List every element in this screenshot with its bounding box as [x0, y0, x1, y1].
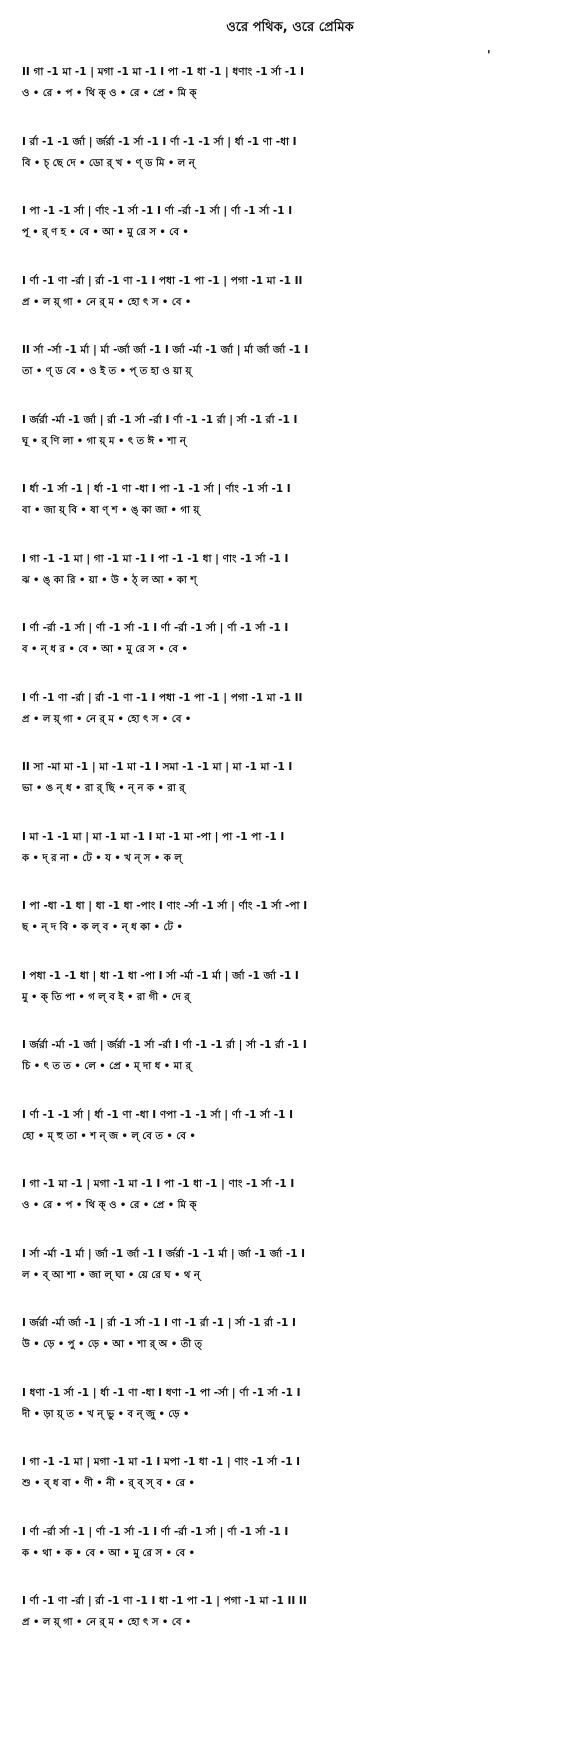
lyric-line: ও • রে • প • থি ক্ ও • রে • প্রে • মি ক্ [22, 88, 197, 99]
notation-line: I র্ণা -র্রা র্সা -1 | র্ণা -1 র্সা -1 I র্ণা -র্রা -1 র্সা | র্ণা -1 র্সা -1 I [22, 1525, 289, 1538]
notation-stanza [22, 896, 562, 966]
lyric-line: উ • ড়ে • পু • ড়ে • আ • শা র্ অ • তী ত্ [22, 1339, 203, 1350]
notation-stanza [22, 1591, 562, 1661]
notation-stanza [22, 340, 562, 410]
lyric-line: ঝ • ঙ্ কা রি • য়া • উ • ঠ্ ল আ • কা শ্ [22, 574, 197, 586]
notation-line: I গা -1 মা -1 | মগা -1 মা -1 I পা -1 ধা -1 | ণাং -1 র্সা -1 I [22, 1178, 295, 1190]
notation-stanza [22, 479, 562, 549]
lyric-line: বা • জা য়্ বি • ষা ণ্ শ • ঙ্ কা জা • গা য়্ [22, 505, 200, 516]
notation-line: I র্ণা -1 ণা -র্রা | র্রা -1 ণা -1 I পধা -1 পা -1 | পগা -1 মা -1 II [22, 274, 303, 287]
notation-stanza [22, 1105, 562, 1175]
lyric-line: মু • ক্ তি পা • গ ল্ ব ই • রা গী • দে র্ [22, 991, 190, 1003]
notation-line: I র্ণা -1 -1 র্সা | র্ধা -1 ণা -ধা I ণপা -1 -1 র্সা | র্ণা -1 র্সা -1 I [22, 1108, 294, 1121]
notation-line: I পা -ধা -1 ধা | ধা -1 ধা -পাং I ণাং -র্সা -1 র্সা | র্ণাং -1 র্সা -পা I [22, 900, 308, 912]
lyric-line: চি • ৎ ত ত • লে • প্রে • ম্ দা ধ • মা র্ [22, 1061, 192, 1072]
song-title: ওরে পথিক, ওরে প্রেমিক [226, 20, 354, 35]
notation-line: I র্ণা -র্রা -1 র্সা | র্ণা -1 র্সা -1 I র্ণা -র্রা -1 র্সা | র্ণা -1 র্সা -1 I [22, 622, 289, 634]
notation-stanza [22, 132, 562, 202]
lyric-line: ব • ন্ ধ র • বে • আ • মু রে স • বে • [22, 644, 188, 655]
notation-stanza [22, 410, 562, 480]
lyric-line: ছ • ন্ দ বি • ক ল্ ব • ন্ ধ কা • টে • [22, 922, 183, 933]
notation-line: I পধা -1 -1 ধা | ধা -1 ধা -পা I র্সা -র্মা -1 র্মা | র্জা -1 র্জা -1 I [22, 969, 299, 982]
lyric-line: শু • ব্ ধ বা • ণী • নী • র্ ব্ স্ ব • রে • [22, 1478, 195, 1489]
notation-line: I গা -1 -1 মা | গা -1 মা -1 I পা -1 -1 ধা | ণাং -1 র্সা -1 I [22, 552, 289, 565]
lyric-line: বি • চ্ ছে দে • ডো র্ খ • ণ্ ড মি • ল ন্ [22, 157, 195, 169]
notation-stanza [22, 618, 562, 688]
notation-stanza [22, 201, 562, 271]
notation-stanza [22, 62, 562, 132]
lyric-line: প্র • ল য়্ গা • নে র্ ম • হো ৎ স • বে • [22, 1617, 192, 1628]
notation-line: I গা -1 -1 মা | মগা -1 মা -1 I মপা -1 ধা -1 | ণাং -1 র্সা -1 I [22, 1456, 301, 1468]
notation-stanza [22, 1383, 562, 1453]
notation-stanza [22, 688, 562, 758]
notation-line: I র্জর্রা -র্মা র্জা -1 | র্রা -1 র্সা -1 I ণা -1 র্রা -1 | র্সা -1 র্রা -1 I [22, 1317, 296, 1329]
notation-line: I র্ণা -1 ণা -র্রা | র্রা -1 ণা -1 I ধা -1 পা -1 | পগা -1 মা -1 II II [22, 1595, 307, 1607]
notation-stanza [22, 271, 562, 341]
lyric-line: ক • দ্ র না • টে • য • খ ন্ স • ক ল্ [22, 852, 182, 864]
lyric-line: প্র • ল য়্ গা • নে র্ ম • হো ৎ স • বে • [22, 713, 192, 725]
lyric-line: দী • ড়া য়্ ত • খ ন্ ভু • ব ন্ জু • ড়ে • [22, 1408, 190, 1420]
notation-stanza [22, 1452, 562, 1522]
notation-line: I র্জর্রা -র্মা -1 র্জা | র্জর্রা -1 র্সা -র্রা I র্ণা -1 -1 র্রা | র্সা -1 র্রা -1 I [22, 1039, 307, 1051]
notation-stanza [22, 549, 562, 619]
top-tick-mark: ' [487, 48, 491, 62]
lyric-line: ও • রে • প • থি ক্ ও • রে • প্রে • মি ক্ [22, 1200, 197, 1211]
notation-line: I পা -1 -1 র্সা | র্ণাং -1 র্সা -1 I র্ণা -র্রা -1 র্সা | র্ণা -1 র্সা -1 I [22, 205, 293, 217]
notation-line: I মা -1 -1 মা | মা -1 মা -1 I মা -1 মা -পা | পা -1 পা -1 I [22, 830, 285, 843]
notation-stanza [22, 1035, 562, 1105]
lyric-line: ল • ব্ আ শা • জা ল্ ঘা • য়ে রে ঘ • থ ন্ [22, 1269, 200, 1281]
notation-line: I র্ধা -1 র্সা -1 | র্ধা -1 ণা -ধা I পা -1 -1 র্সা | র্ণাং -1 র্সা -1 I [22, 483, 291, 495]
lyric-line: ঘূ • র্ ণি লা • গা য়্ ম • ৎ ত ঈ • শা ন্ [22, 435, 186, 447]
notation-stanza [22, 1244, 562, 1314]
lyric-line: তা • ণ্ ড বে • ও ই ত • প্ ত হা ও য়া য়্ [22, 366, 192, 377]
notation-stanza [22, 1313, 562, 1383]
notation-line: I র্সা -র্মা -1 র্মা | র্জা -1 র্জা -1 I র্জর্রা -1 -1 র্মা | র্জা -1 র্জা -1 I [22, 1247, 306, 1260]
notation-line: I র্রা -1 -1 র্জা | র্জর্রা -1 র্সা -1 I র্ণা -1 -1 র্সা | র্ধা -1 ণা -ধা I [22, 135, 297, 148]
notation-stanza [22, 757, 562, 827]
lyric-line: প্র • ল য়্ গা • নে র্ ম • হো ৎ স • বে • [22, 296, 192, 308]
notation-stanza [22, 827, 562, 897]
lyric-line: ক • থা • ক • বে • আ • মু রে স • বে • [22, 1547, 195, 1559]
notation-line: I ধণা -1 র্সা -1 | র্ধা -1 ণা -ধা I ধণা -1 পা -র্সা | র্ণা -1 র্সা -1 I [22, 1386, 301, 1399]
notation-line: II সা -মা মা -1 | মা -1 মা -1 I সমা -1 -1 মা | মা -1 মা -1 I [22, 761, 293, 773]
notation-stanza [22, 1522, 562, 1592]
notation-line: II র্সা -র্সা -1 র্মা | র্মা -র্জা র্জা -1 I র্জা -র্মা -1 র্জা | র্মা র্জা র্জা -1 I [22, 344, 309, 356]
notation-sheet [22, 62, 562, 1661]
notation-line: II গা -1 মা -1 | মগা -1 মা -1 I পা -1 ধা -1 | ধণাং -1 র্সা -1 I [22, 66, 305, 78]
notation-line: I র্ণা -1 ণা -র্রা | র্রা -1 ণা -1 I পধা -1 পা -1 | পগা -1 মা -1 II [22, 691, 303, 704]
notation-stanza [22, 966, 562, 1036]
notation-line: I র্জর্রা -র্মা -1 র্জা | র্রা -1 র্সা -র্রা I র্ণা -1 -1 র্রা | র্সা -1 র্রা -1 I [22, 413, 298, 426]
lyric-line: পূ • র্ ণ হ • বে • আ • মু রে স • বে • [22, 227, 189, 238]
lyric-line: ভা • ঙ ন্ ধ • রা র্ ছি • ন্ ন ক • রা র্ [22, 783, 185, 794]
lyric-line: হো • ম্ হু তা • শ ন্ জ • ল্ বে ত • বে • [22, 1130, 196, 1142]
notation-stanza [22, 1174, 562, 1244]
